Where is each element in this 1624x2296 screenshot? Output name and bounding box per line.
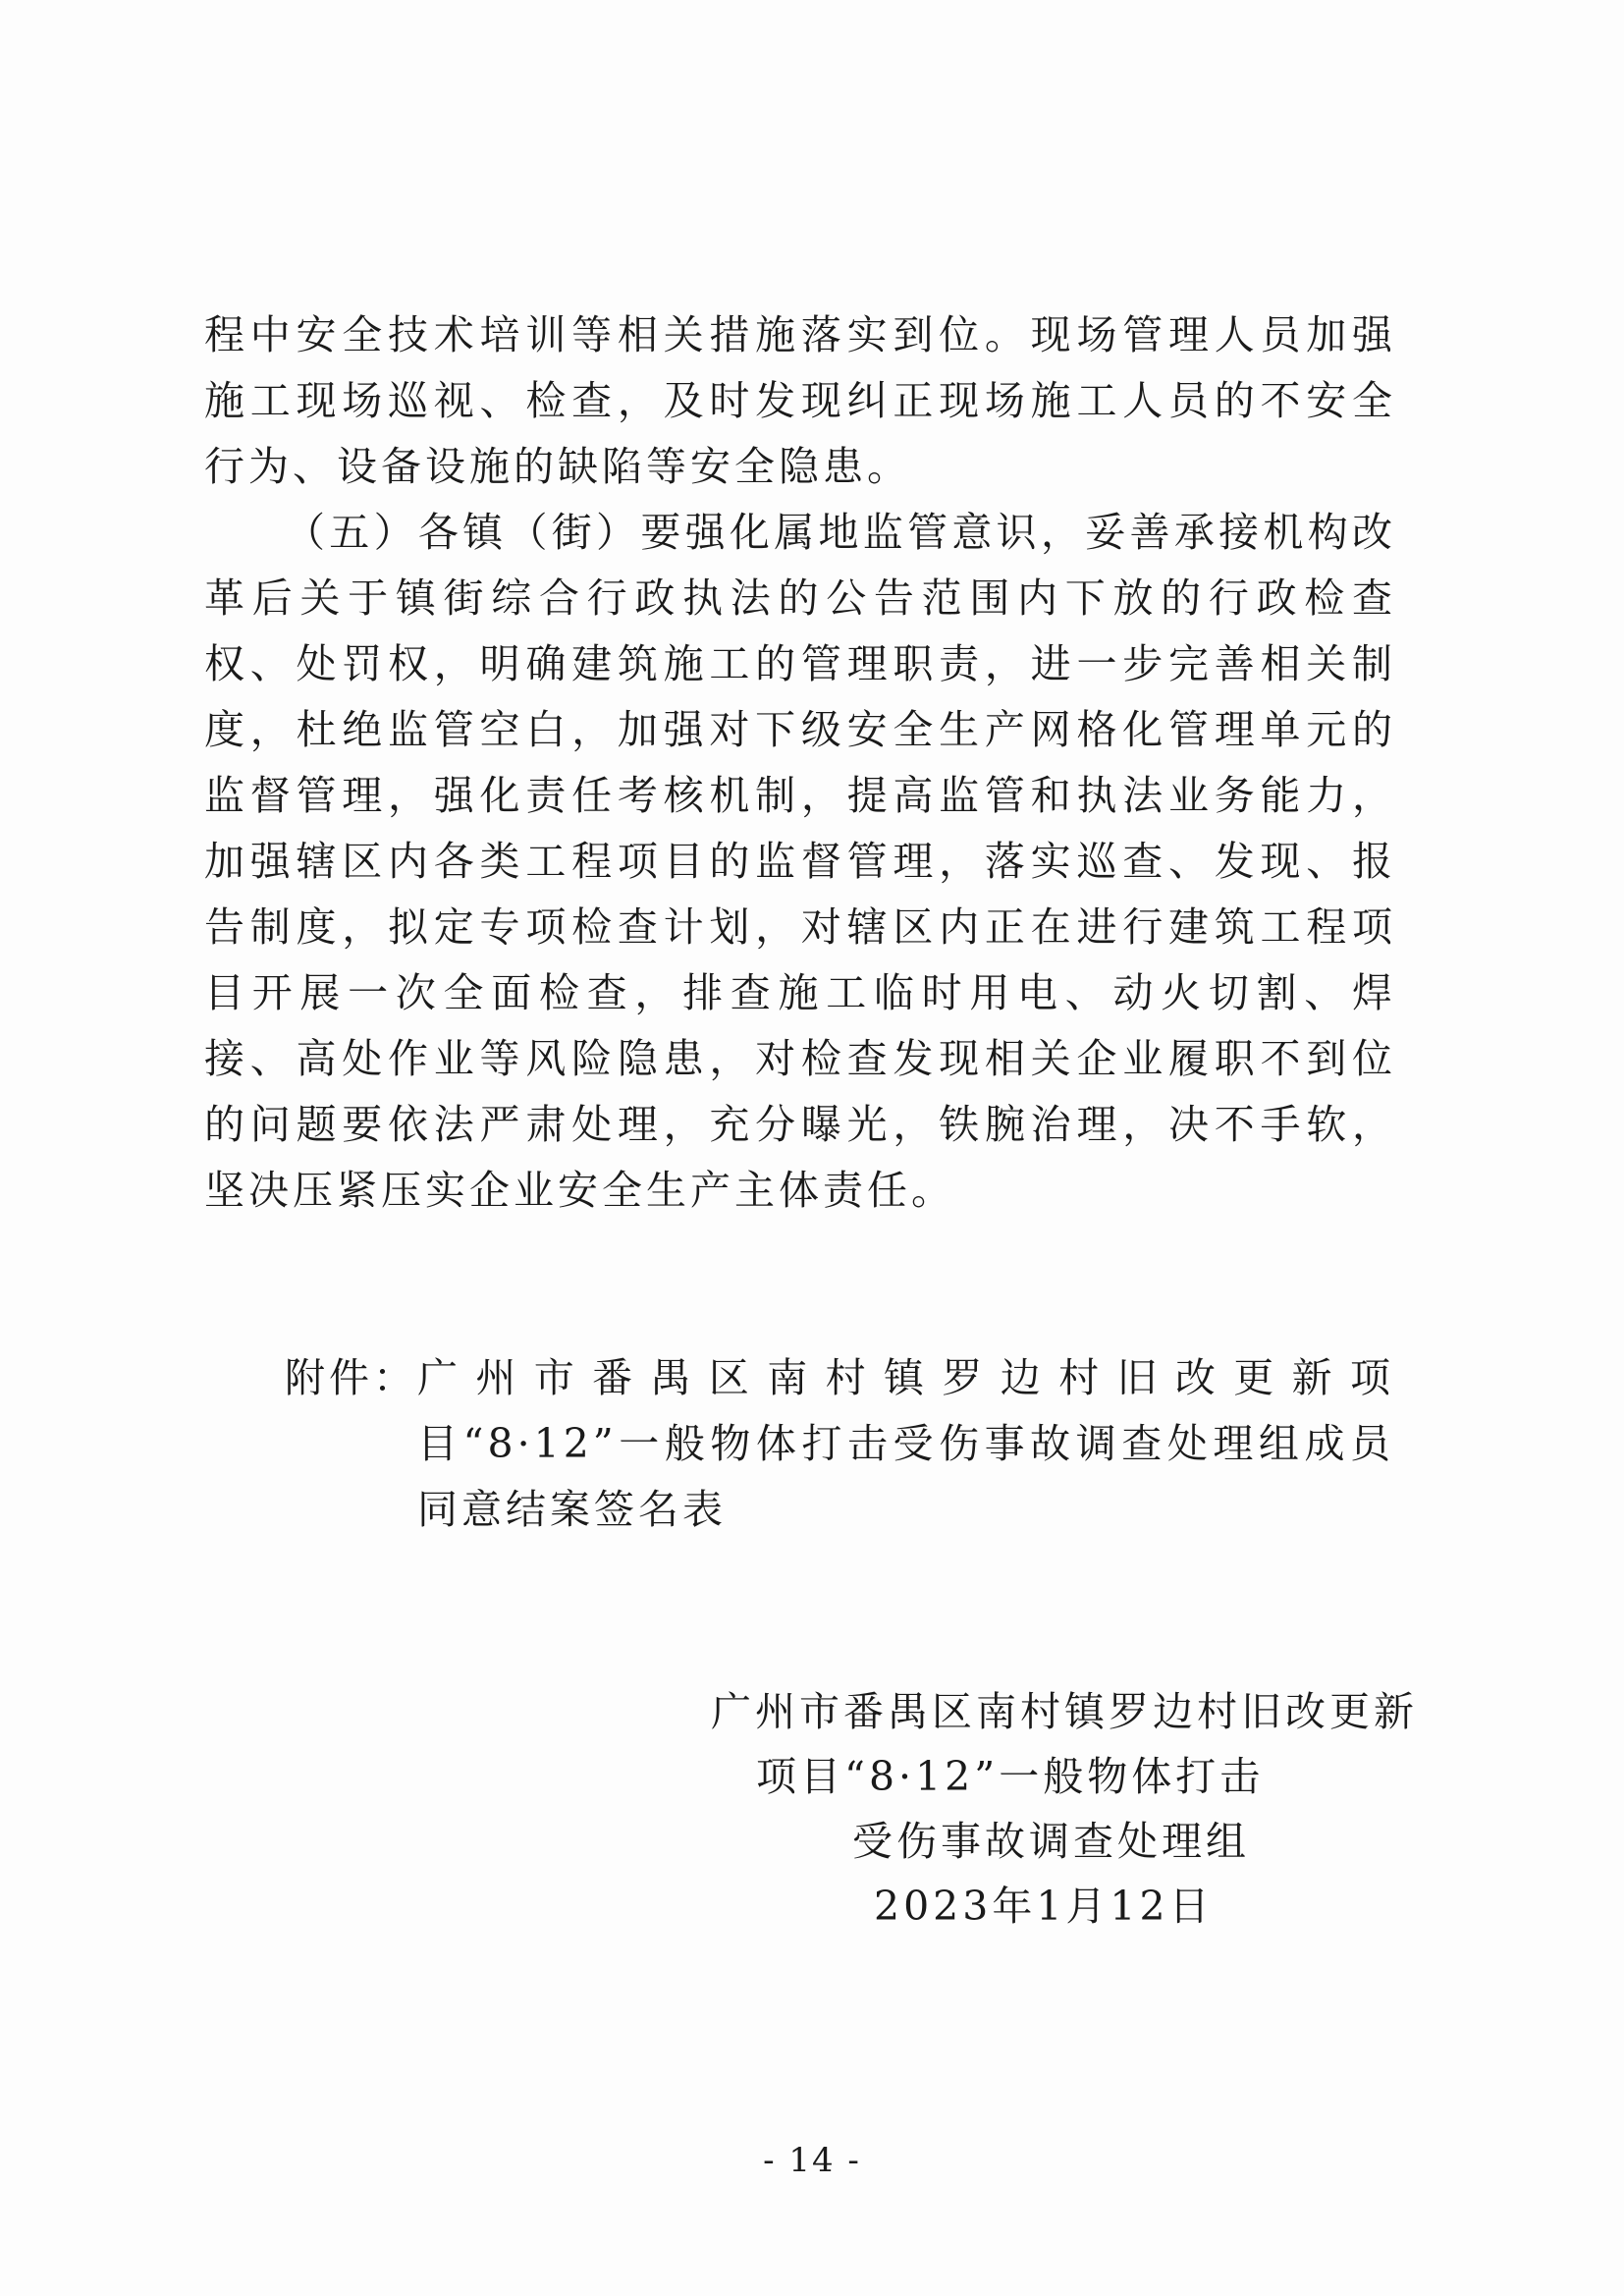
signature-org-line-3: 受伤事故调查处理组 xyxy=(852,1818,1250,1865)
body-text xyxy=(204,302,1396,1224)
paragraph-section-five: （五）各镇（街）要强化属地监管意识，妥善承接机构改革后关于镇街综合行政执法的公告范围内下放的行政检查权、处罚权，明确建筑施工的管理职责，进一步完善相关制度，杜绝监管空白，加强对下级安全生产网格化管理单元的监督管理，强化责任考核机制，提高监管和执法业务能力，加强辖区内各类工程项目的监督管理，落实巡查、发现、报告制度，拟定专项检查计划，对辖区内正在进行建筑工程项目开展一次全面检查，排查施工临时用电、动火切割、焊接、高处作业等风险隐患，对检查发现相关企业履职不到位的问题要依法严肃处理，充分曝光，铁腕治理，决不手软，坚决压紧压实企业安全生产主体责任。 xyxy=(204,509,1396,1214)
signature-org-line-2: 项目“8·12”一般物体打击 xyxy=(756,1753,1265,1800)
attachment-title: 广州市番禺区南村镇罗边村旧改更新项目“8·12”一般物体打击受伤事故调查处理组成员同意结案签名表 xyxy=(417,1354,1394,1533)
page-number: - 14 - xyxy=(763,2141,861,2180)
signature-date: 2023年1月12日 xyxy=(874,1883,1214,1930)
signature-org-line-1: 广州市番禺区南村镇罗边村旧改更新 xyxy=(711,1688,1418,1735)
paragraph-continuation: 程中安全技术培训等相关措施落实到位。现场管理人员加强施工现场巡视、检查，及时发现纠正现场施工人员的不安全行为、设备设施的缺陷等安全隐患。 xyxy=(204,311,1396,490)
attachment-label: 附件： xyxy=(285,1354,417,1401)
attachment-note xyxy=(285,1345,1394,1543)
signature-block xyxy=(687,1679,1418,1939)
